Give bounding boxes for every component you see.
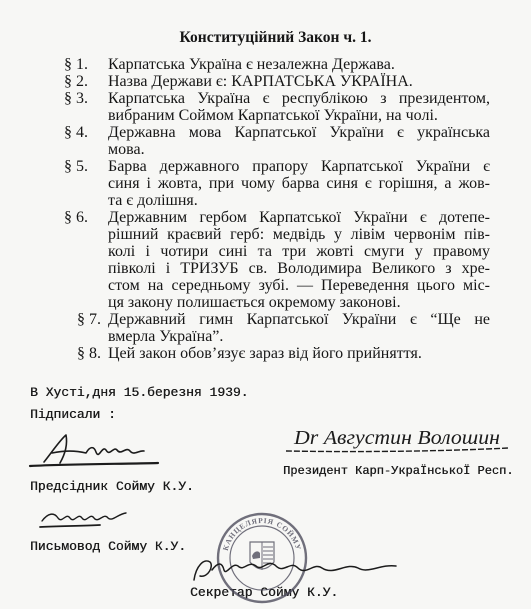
clerk-signature-stroke (42, 513, 126, 521)
section-text (108, 158, 490, 209)
section-line: мова. (108, 141, 145, 158)
section-number: § 8. (77, 345, 101, 362)
section-8 (0, 345, 531, 362)
president-signature (286, 427, 508, 452)
section-line: синя і жовта, при чому барва синя є горішня, а жов- (108, 175, 490, 192)
law-title: Конституційний Закон ч. 1. (179, 29, 372, 46)
secretary-signature-stroke (212, 563, 396, 571)
stamp-shield-icon (250, 542, 274, 569)
signed-label: Підписали : (30, 407, 116, 422)
section-line: Цей закон обов’язує зараз від його прийняття. (108, 345, 422, 362)
section-number: § 5. (64, 158, 88, 175)
place-and-date: В Хусті,дня 15.березня 1939. (30, 385, 249, 400)
section-text (108, 209, 490, 311)
section-text (108, 345, 490, 362)
law-sections (0, 56, 531, 362)
section-line: ця закону полишається окремому законові. (108, 294, 401, 311)
section-line: вмерла Україна”. (108, 328, 224, 345)
section-1 (0, 56, 531, 73)
clerk-signature (40, 513, 126, 527)
section-line: Державний гимн Карпатської України є “Ще не (108, 311, 490, 328)
chairman-title: Предсідник Сойму К.У. (30, 479, 194, 494)
section-line: рішний краєвий герб: медвідь у лівім червонім пів- (108, 226, 490, 243)
section-4 (0, 124, 531, 158)
section-number: § 4. (64, 124, 88, 141)
stamp-inner-ring (230, 526, 294, 590)
stamp-text (221, 516, 303, 552)
section-number: § 2. (64, 73, 88, 90)
section-6 (0, 209, 531, 311)
chairman-signature-line (30, 463, 158, 466)
section-line: вибраним Соймом Карпатської України, на чолі. (108, 107, 438, 124)
president-signature-line (286, 448, 508, 452)
stamp-shield-stripes (263, 547, 273, 563)
chairman-signature-stroke (44, 435, 67, 463)
section-line: та є долішня. (108, 192, 198, 209)
section-line: стом на середньому зубі. — Переведення цього міс- (108, 277, 490, 294)
section-7 (0, 311, 531, 345)
stamp-text-arc: КАНЦЕЛЯРІЯ СОЙМУ (220, 515, 304, 552)
section-number: § 3. (64, 90, 88, 107)
chairman-signature-stroke (52, 448, 144, 455)
section-line: Державним гербом Карпатської України є дотепе- (108, 209, 490, 226)
section-number: § 1. (64, 56, 88, 73)
section-text (108, 124, 490, 158)
section-line: півколі і ТРИЗУБ св. Володимира Великого з хре- (108, 260, 490, 277)
section-5 (0, 158, 531, 209)
section-line: Назва Держави є: КАРПАТСЬКА УКРАЇНА. (108, 73, 413, 90)
section-3 (0, 90, 531, 124)
clerk-signature-line (40, 525, 100, 527)
clerk-title: Письмовод Сойму К.У. (30, 539, 187, 554)
section-text (108, 56, 490, 73)
president-title: Президент Карп-УкраЇнськоЇ Респ. (283, 464, 514, 478)
section-2 (0, 73, 531, 90)
secretary-title: Секретар Сойму К.У. (190, 585, 339, 600)
chairman-signature (30, 435, 158, 466)
secretary-signature-stroke (194, 561, 211, 580)
section-line: Державна мова Карпатської України є українська (108, 124, 490, 141)
section-number: § 6. (64, 209, 88, 226)
section-text (108, 73, 490, 90)
section-line: Барва державного прапору Карпатської України є (108, 158, 490, 175)
section-line: колі і чотири сині та три жовті смуги у правому (108, 243, 490, 260)
section-text (108, 90, 490, 124)
stamp-bear-icon (252, 551, 260, 559)
president-signature-text: Dr Августин Волошин (292, 427, 501, 449)
section-number: § 7. (77, 311, 101, 328)
secretary-signature (194, 561, 396, 580)
section-line: Карпатська Україна є незалежна Держава. (108, 56, 395, 73)
section-line: Карпатська Україна є республікою з президентом, (108, 90, 490, 107)
section-text (108, 311, 490, 345)
